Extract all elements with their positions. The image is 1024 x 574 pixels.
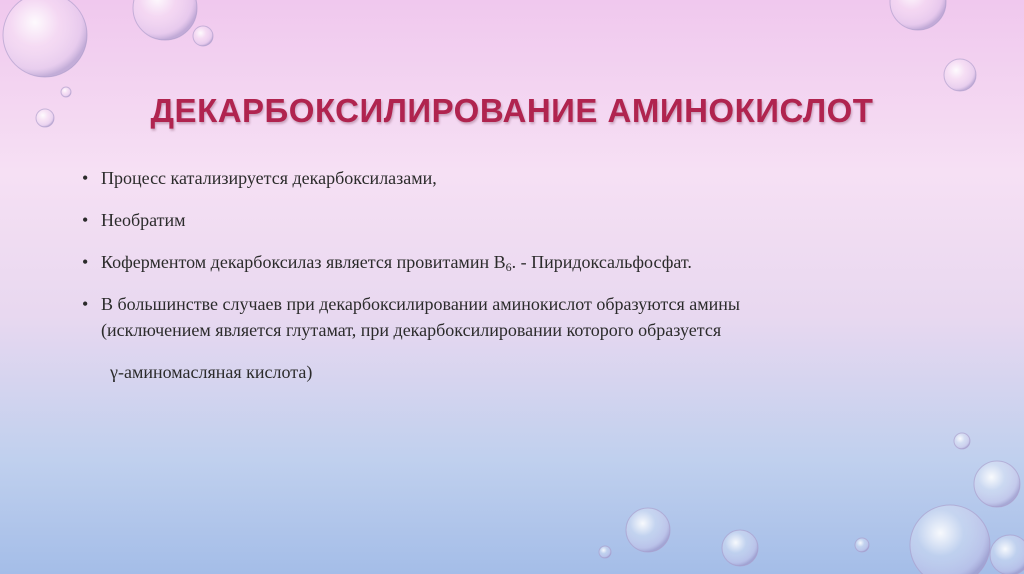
list-item-text: Процесс катализируется декарбоксилазами, [101, 168, 437, 188]
continuation-line: γ-аминомасляная кислота) [110, 362, 313, 382]
bullet-marker: • [82, 294, 89, 314]
list-item-line: (исключением является глутамат, при декарбоксилировании которого образуется [101, 320, 722, 340]
list-item-text-tail: . - Пиридоксальфосфат. [511, 252, 692, 272]
bullet-marker: • [82, 168, 89, 188]
list-item [80, 165, 900, 191]
vitamin-subscript: 6 [505, 260, 512, 274]
list-item [80, 207, 900, 233]
bullet-list [80, 165, 900, 385]
list-item-text: Необратим [101, 210, 186, 230]
bullet-marker: • [82, 210, 89, 230]
list-item [80, 291, 900, 343]
list-item-text: Коферментом декарбоксилаз является провитамин В [101, 252, 506, 272]
slide-title: ДЕКАРБОКСИЛИРОВАНИЕ АМИНОКИСЛОТ [150, 92, 874, 129]
list-item-line: В большинстве случаев при декарбоксилировании аминокислот образуются амины [101, 294, 741, 314]
list-item [80, 249, 900, 275]
bullet-marker: • [82, 252, 89, 272]
